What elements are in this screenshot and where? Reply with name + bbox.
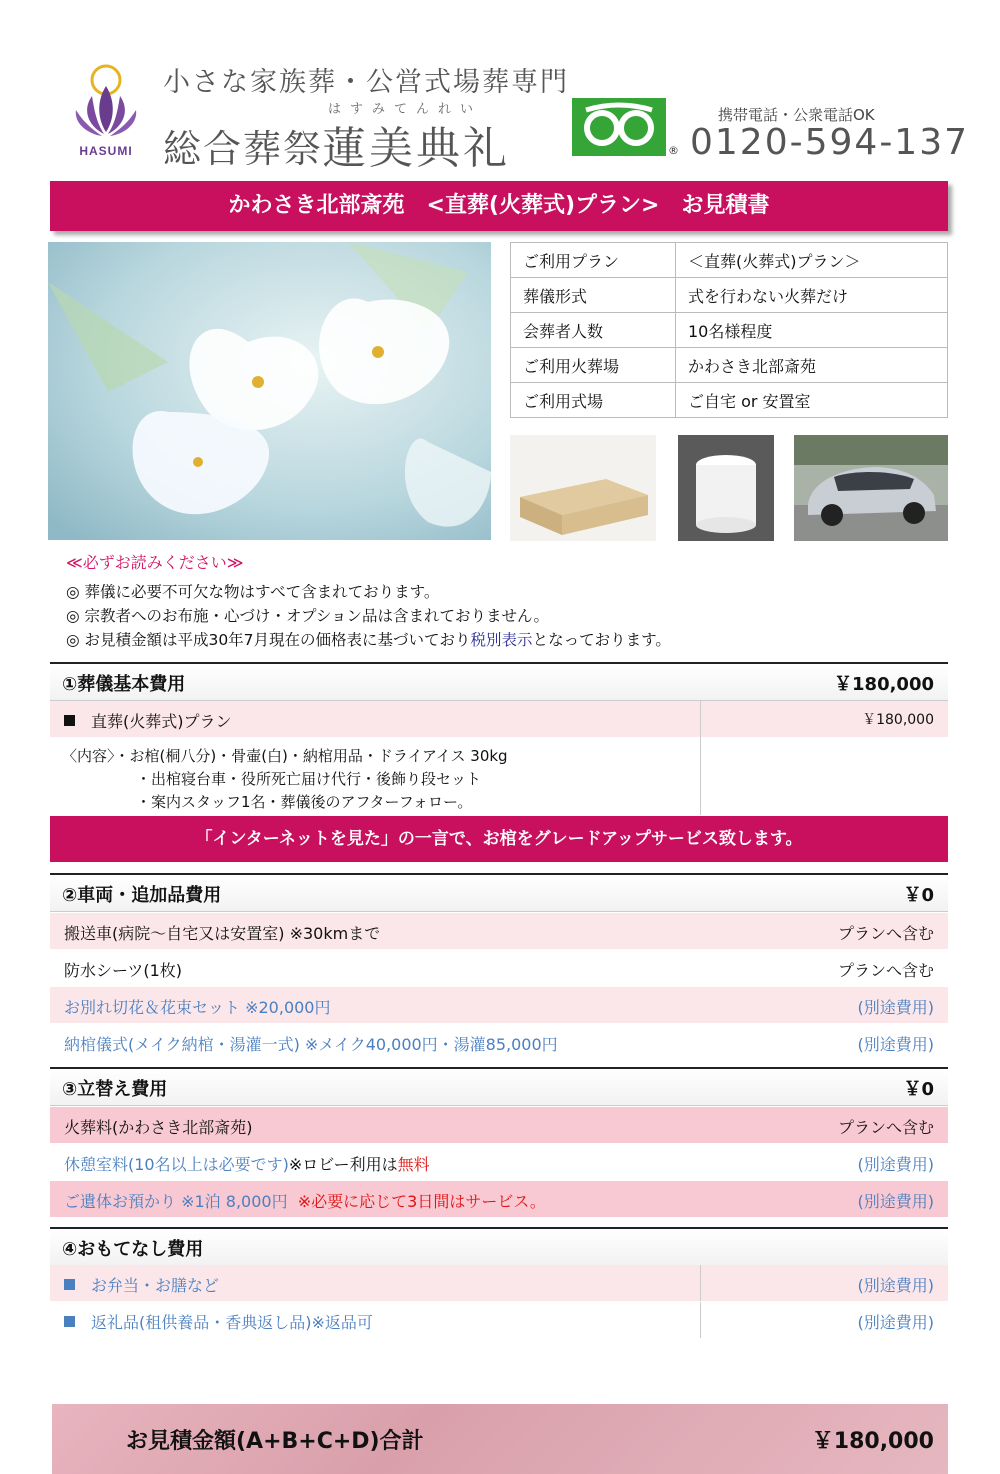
total-amount: ￥180,000: [811, 1429, 934, 1454]
phone-number[interactable]: 0120-594-137: [690, 122, 970, 163]
info-row: [511, 383, 948, 418]
tagline: 小さな家族葬・公営式場葬専門: [163, 67, 569, 98]
urn-photo: [678, 435, 774, 541]
notice-line: ◎ 葬儀に必要不可欠な物はすべて含まれております。: [66, 583, 440, 601]
plan-item-amount: ￥180,000: [862, 712, 934, 728]
total-bar: [52, 1404, 948, 1474]
section-advance-header: [50, 1067, 948, 1106]
lotus-logo-icon: [62, 58, 150, 148]
row-value: (別途費用): [857, 998, 934, 1017]
row-value: プランへ含む: [837, 961, 934, 980]
info-row: [511, 348, 948, 383]
rest-room-fee: 休憩室料(10名以上は必要です): [64, 1155, 289, 1174]
brand-name: 蓮美典礼: [322, 123, 510, 174]
lily-photo: [48, 242, 491, 540]
section-title: ④おもてなし費用: [62, 1239, 204, 1260]
total-label: お見積金額(A+B+C+D)合計: [126, 1429, 424, 1454]
row-text: お弁当・お膳など: [91, 1276, 220, 1295]
info-key: ご利用式場: [511, 383, 676, 418]
notice-heading: ≪必ずお読みください≫: [66, 553, 244, 572]
free-text: 無料: [397, 1155, 430, 1174]
row-label: 搬送車(病院～自宅又は安置室) ※30kmまで: [64, 924, 381, 943]
row-value: プランへ含む: [837, 1118, 934, 1137]
info-row: [511, 243, 948, 278]
coffin-photo: [510, 435, 656, 541]
plan-item-label: [64, 709, 232, 732]
vehicle-row: [50, 950, 948, 986]
registered-mark: ®: [668, 144, 679, 157]
info-key: ご利用火葬場: [511, 348, 676, 383]
bullet-square-icon: [64, 1279, 75, 1290]
row-text: 返礼品(租供養品・香典返し品)※返品可: [91, 1313, 373, 1332]
vehicle-row: [50, 1024, 948, 1060]
row-label: [64, 1310, 373, 1333]
info-value: ご自宅 or 安置室: [676, 383, 948, 418]
info-row: [511, 313, 948, 348]
brand-ruby: はすみてんれい: [328, 102, 483, 117]
section-amount: ￥0: [903, 1079, 934, 1100]
body-storage-fee: ご遺体お預かり ※1泊 8,000円: [64, 1192, 288, 1211]
section-vehicle-header: [50, 873, 948, 912]
row-label: [64, 1152, 430, 1175]
row-value: (別途費用): [857, 1313, 934, 1332]
advance-row: [50, 1107, 948, 1143]
promo-banner: 「インターネットを見た」の一言で、お棺をグレードアップサービス致します。: [50, 816, 948, 862]
section-title: ②車両・追加品費用: [62, 885, 222, 906]
tax-exclusive-text: 税別表示: [470, 631, 533, 649]
info-key: ご利用プラン: [511, 243, 676, 278]
plan-item-row: [50, 701, 948, 737]
row-label: 納棺儀式(メイク納棺・湯灌一式) ※メイク40,000円・湯灌85,000円: [64, 1035, 558, 1054]
hearse-car-photo: [794, 435, 948, 541]
section-amount: ￥180,000: [834, 674, 934, 695]
notice-line3-c: となっております。: [532, 631, 671, 649]
row-label: 防水シーツ(1枚): [64, 961, 183, 980]
vehicle-row: [50, 913, 948, 949]
page-title: かわさき北部斎苑 <直葬(火葬式)プラン> お見積書: [50, 181, 948, 231]
section-title: ③立替え費用: [62, 1079, 168, 1100]
row-label: 火葬料(かわさき北部斎苑): [64, 1118, 253, 1137]
hospitality-row: [50, 1265, 948, 1301]
section-title: ①葬儀基本費用: [62, 674, 186, 695]
hospitality-row: [50, 1302, 948, 1338]
phone-note: 携帯電話・公衆電話OK: [718, 106, 875, 124]
contents-line: ・出棺寝台車・役所死亡届け代行・後飾り段セット: [136, 770, 482, 788]
advance-row: [50, 1181, 948, 1217]
row-value: (別途費用): [857, 1276, 934, 1295]
info-key: 会葬者人数: [511, 313, 676, 348]
info-key: 葬儀形式: [511, 278, 676, 313]
bullet-square-icon: [64, 1316, 75, 1327]
vehicle-row: [50, 987, 948, 1023]
info-row: [511, 278, 948, 313]
row-value: (別途費用): [857, 1035, 934, 1054]
row-value: プランへ含む: [837, 924, 934, 943]
contents-line: 〈内容〉・お棺(桐八分)・骨壷(白)・納棺用品・ドライアイス 30kg: [62, 747, 508, 765]
brand-prefix: 総合葬祭: [163, 127, 324, 171]
service-note: ※必要に応じて3日間はサービス。: [297, 1192, 546, 1211]
row-label: [64, 1273, 219, 1296]
plan-info-table: [510, 242, 948, 418]
section-basic-header: [50, 662, 948, 701]
row-label: [64, 1189, 546, 1212]
section-hospitality-header: [50, 1227, 948, 1266]
notice-line3-a: ◎ お見積金額は平成30年7月現在の価格表に基づいており: [66, 631, 471, 649]
advance-row: [50, 1144, 948, 1180]
lobby-note: ※ロビー利用は: [288, 1155, 398, 1174]
row-value: (別途費用): [857, 1192, 934, 1211]
notice-line: ◎ 宗教者へのお布施・心づけ・オプション品は含まれておりません。: [66, 607, 549, 625]
plan-contents: [50, 737, 701, 815]
freedial-icon: [572, 98, 666, 156]
section-amount: ￥0: [903, 885, 934, 906]
logo-text: HASUMI: [79, 144, 133, 158]
row-value: (別途費用): [857, 1155, 934, 1174]
row-label: お別れ切花＆花束セット ※20,000円: [64, 998, 331, 1017]
info-value: ＜直葬(火葬式)プラン＞: [676, 243, 948, 278]
contents-line: ・案内スタッフ1名・葬儀後のアフターフォロー。: [136, 793, 473, 811]
bullet-square-icon: [64, 715, 75, 726]
info-value: 10名様程度: [676, 313, 948, 348]
notice-line: [66, 628, 671, 650]
info-value: 式を行わない火葬だけ: [676, 278, 948, 313]
info-value: かわさき北部斎苑: [676, 348, 948, 383]
plan-item-text: 直葬(火葬式)プラン: [91, 712, 232, 731]
